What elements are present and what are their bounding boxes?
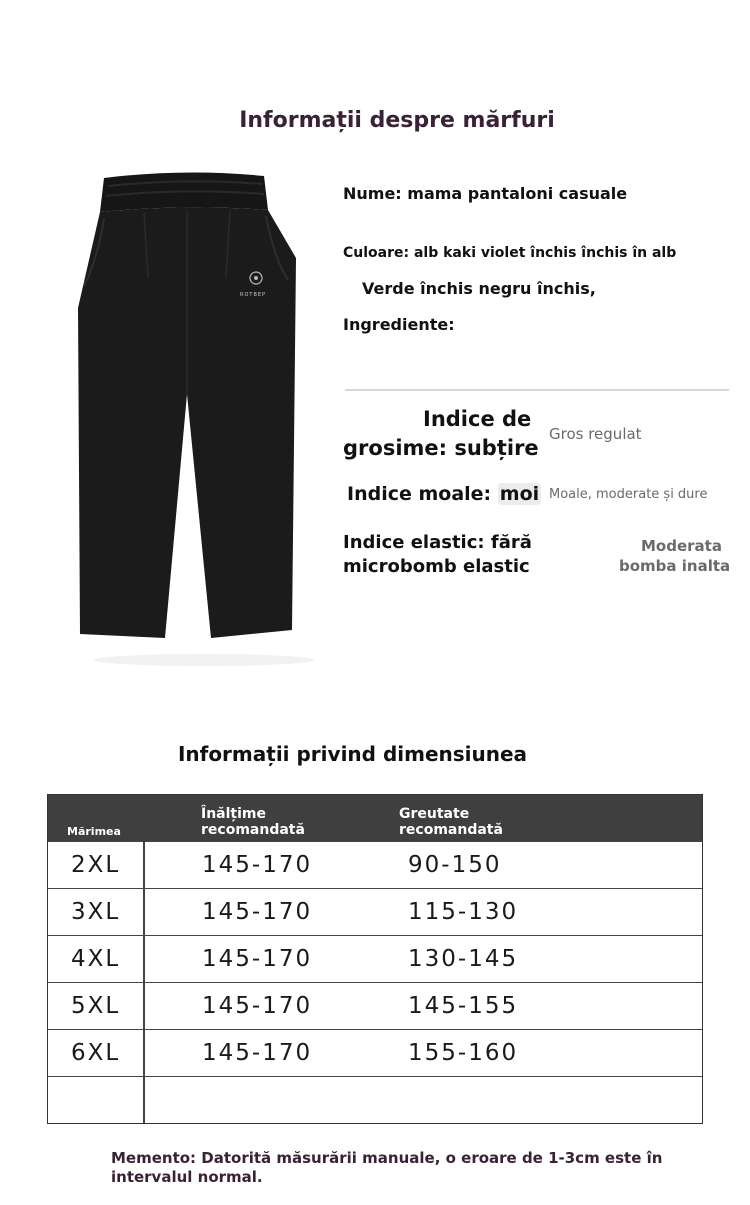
elasticity-option-1: Moderata (641, 537, 722, 555)
size-table (47, 794, 703, 1124)
elasticity-option-2: bomba inalta (619, 557, 731, 575)
brand-logo-text: ROTBEP (240, 292, 267, 298)
row-height: 145-170 (202, 946, 313, 972)
row-weight: 155-160 (408, 1040, 519, 1066)
thickness-options: Gros regulat (549, 425, 642, 443)
measurement-note (111, 1149, 662, 1187)
row-height: 145-170 (202, 852, 313, 878)
softness-options: Moale, moderate și dure (549, 487, 708, 502)
row-size: 4XL (71, 946, 121, 972)
elasticity-label-line-1: Indice elastic: fără (343, 532, 532, 553)
row-height: 145-170 (202, 993, 313, 1019)
table-row (48, 888, 702, 935)
row-weight: 130-145 (408, 946, 519, 972)
size-info-title: Informații privind dimensiunea (177, 742, 528, 766)
row-size: 6XL (71, 1040, 121, 1066)
elasticity-label-line-2: microbomb elastic (343, 556, 530, 577)
product-colors-line-1: Culoare: alb kaki violet închis închis în alb (343, 245, 677, 261)
row-size: 3XL (71, 899, 121, 925)
pants-illustration (74, 168, 322, 668)
thickness-label-line-1: Indice de (423, 407, 532, 431)
row-weight: 90-150 (408, 852, 502, 878)
section-divider (345, 389, 729, 391)
row-height: 145-170 (202, 1040, 313, 1066)
row-height: 145-170 (202, 899, 313, 925)
thickness-label-line-2: grosime: subțire (343, 436, 539, 460)
header-height (201, 806, 305, 838)
softness-label-text: Indice moale: (347, 483, 492, 505)
product-name: Nume: mama pantaloni casuale (343, 184, 628, 203)
measurement-note-line-1: Memento: Datorită măsurării manuale, o eroare de 1-3cm este în (111, 1149, 663, 1167)
header-height-line-2: recomandată (201, 822, 305, 838)
header-weight-line-1: Greutate (399, 806, 470, 822)
header-height-line-1: Înălțime (201, 806, 266, 822)
table-row (48, 841, 702, 888)
header-size: Mărimea (67, 825, 121, 838)
softness-value: moi (499, 483, 540, 505)
table-row-empty (48, 1076, 702, 1123)
softness-label (347, 483, 541, 505)
header-weight-line-2: recomandată (399, 822, 503, 838)
table-row (48, 982, 702, 1029)
row-weight: 115-130 (408, 899, 519, 925)
table-row (48, 935, 702, 982)
table-row (48, 1029, 702, 1076)
product-info-title: Informații despre mărfuri (239, 108, 555, 133)
pants-image (74, 168, 322, 668)
table-header (48, 795, 702, 841)
row-weight: 145-155 (408, 993, 519, 1019)
row-size: 2XL (71, 852, 121, 878)
measurement-note-line-2: intervalul normal. (111, 1168, 263, 1186)
product-ingredients: Ingrediente: (343, 315, 455, 334)
product-colors-line-2: Verde închis negru închis, (362, 279, 596, 298)
header-weight (399, 806, 503, 838)
row-size: 5XL (71, 993, 121, 1019)
